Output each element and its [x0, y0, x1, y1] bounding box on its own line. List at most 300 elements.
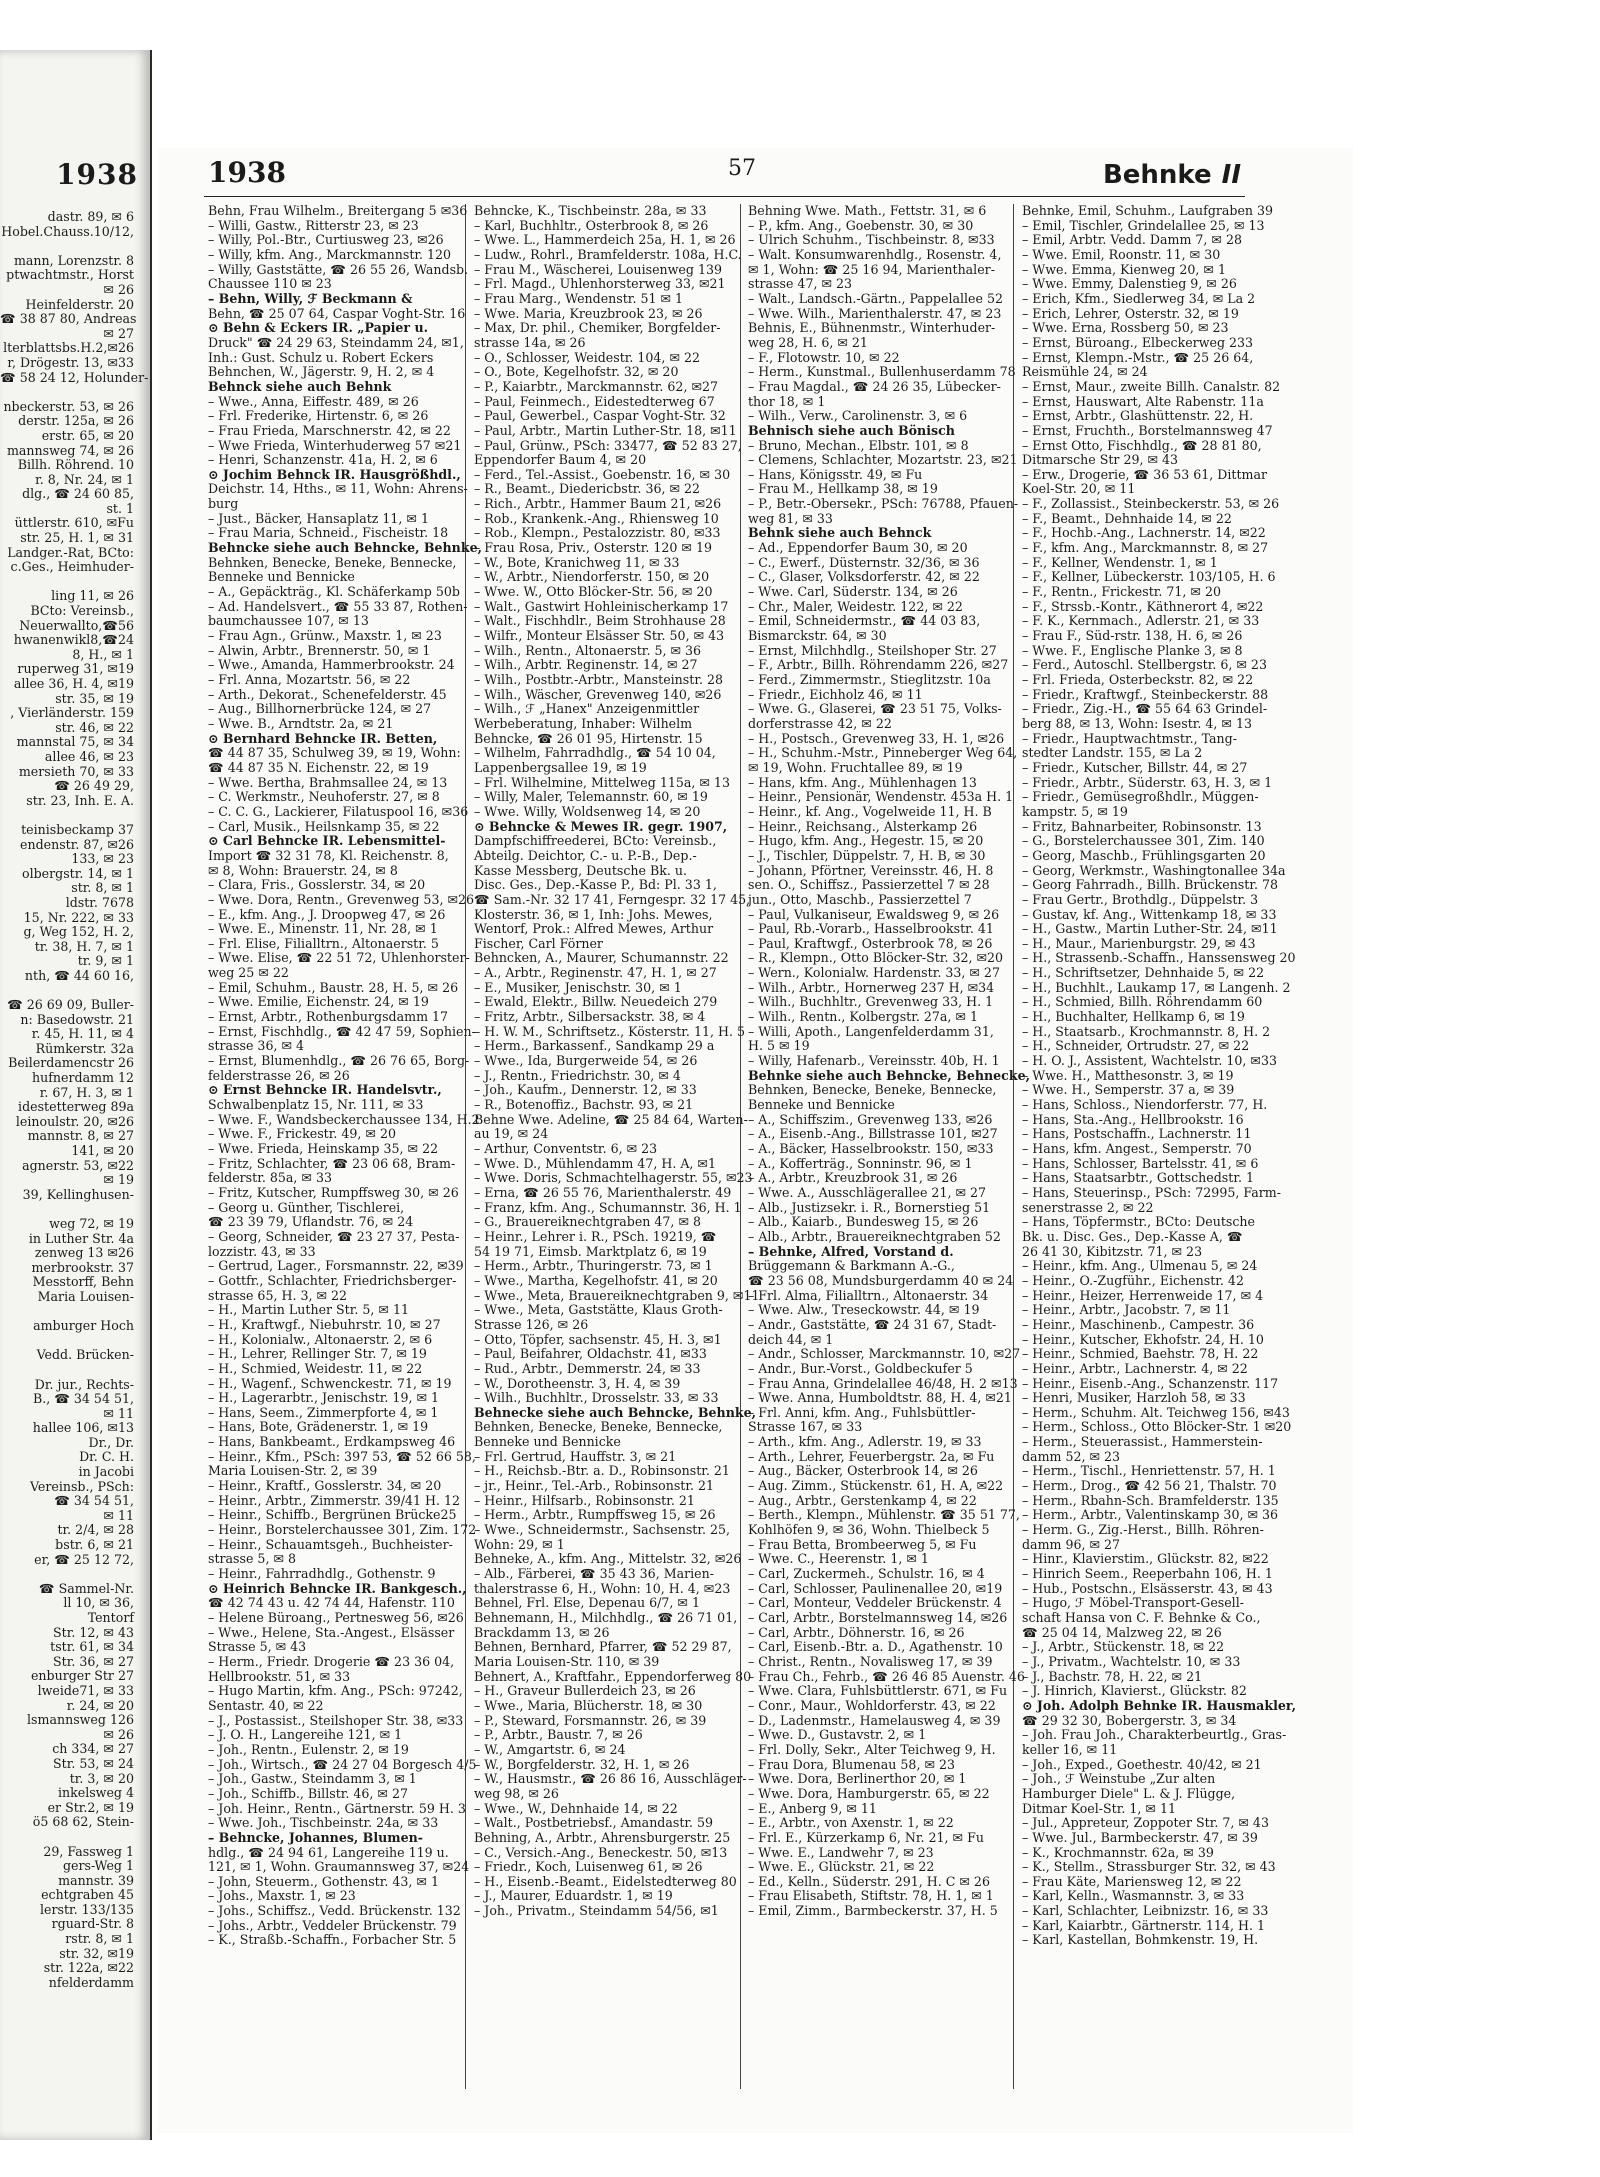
directory-entry: – Willi, Gastw., Ritterstr 23, ✉ 23	[208, 217, 419, 233]
directory-entry: – Heinr., Reichsang., Alsterkamp 26	[748, 818, 978, 834]
left-page-line	[0, 1567, 134, 1582]
directory-entry: – Ludw., Rohrl., Bramfelderstr. 108a, H.C.	[474, 246, 742, 262]
directory-entry: Benneke und Bennicke	[748, 1097, 895, 1113]
directory-entry: – Carl, Arbtr., Borstelmannsweg 14, ✉26	[748, 1610, 1008, 1625]
directory-entry: – C., Ewerf., Düsternstr. 32/36, ✉ 36	[748, 554, 980, 570]
left-page-line: Hobel.Chauss.10/12,	[1, 223, 134, 239]
directory-entry: – Wwe. Carl, Süderstr. 134, ✉ 26	[748, 584, 958, 600]
directory-entry: – Wwe., Meta, Brauereiknechtgraben 9, ✉11	[474, 1287, 760, 1303]
directory-entry: – Wwe. Elise, ☎ 22 51 72, Uhlenhorster-	[208, 950, 470, 966]
adjacent-left-page	[0, 50, 152, 2140]
directory-entry: – Hub., Postschn., Elsässerstr. 43, ✉ 43	[1022, 1580, 1273, 1596]
left-page-line: gers-Weg 1	[62, 1858, 134, 1874]
directory-entry: – Heinr., kfm. Ang., Ulmenau 5, ✉ 24	[1022, 1258, 1258, 1274]
directory-entry: Behnke, Emil, Schuhm., Laufgraben 39	[1022, 203, 1274, 218]
left-page-line: 8, H., ✉ 1	[72, 646, 134, 662]
directory-entry: – Herm., Drog., ☎ 42 56 21, Thalstr. 70	[1022, 1478, 1277, 1494]
left-page-line: Dr. C. H.	[79, 1449, 134, 1465]
left-page-line: erstr. 65, ✉ 20	[41, 427, 134, 443]
left-page-line: ✉ 26	[103, 281, 134, 297]
directory-entry: – P., kfm. Ang., Goebenstr. 30, ✉ 30	[748, 217, 974, 233]
directory-entry: Import ☎ 32 31 78, Kl. Reichenstr. 8,	[208, 847, 449, 863]
directory-entry: – Frau Gertr., Brothdlg., Düppelstr. 3	[1022, 891, 1259, 907]
directory-entry: – Johs., Maxstr. 1, ✉ 23	[208, 1888, 356, 1904]
directory-entry: Koel-Str. 20, ✉ 11	[1022, 481, 1136, 497]
left-page-line: ✉ 27	[103, 325, 134, 341]
directory-entry: – Karl, Kastellan, Bohmkenstr. 19, H.	[1022, 1932, 1259, 1948]
directory-entry: Behnen, Bernhard, Pfarrer, ☎ 52 29 87,	[474, 1639, 732, 1655]
directory-entry: – Hans, Schlosser, Bartelsstr. 41, ✉ 6	[1022, 1155, 1259, 1171]
directory-entry: Dampfschiffreederei, BCto: Vereinsb.,	[474, 833, 717, 849]
directory-entry: – Alb., Arbtr., Brauereiknechtgraben 52	[748, 1228, 1001, 1244]
left-page-line: , Vierländerstr. 159	[10, 705, 134, 721]
directory-entry: – Aug., Arbtr., Gerstenkamp 4, ✉ 22	[748, 1492, 977, 1508]
directory-entry: Behne Wwe. Adeline, ☎ 25 84 64, Warten-	[474, 1111, 748, 1127]
left-page-line: weg 72, ✉ 19	[49, 1215, 134, 1231]
directory-entry: Behnken, Benecke, Beneke, Bennecke,	[748, 1082, 997, 1098]
directory-entry: – Wilh., Verw., Carolinenstr. 3, ✉ 6	[748, 408, 968, 424]
left-page-year: 1938	[56, 158, 138, 191]
directory-entry: – F., Strssb.-Kontr., Käthnerort 4, ✉22	[1022, 598, 1264, 614]
directory-entry: Bk. u. Disc. Ges., Dep.-Kasse A, ☎	[1022, 1228, 1243, 1244]
directory-entry: – Paul, Kraftwgf., Osterbrook 78, ✉ 26	[748, 935, 993, 951]
left-page-line: tr. 9, ✉ 1	[77, 953, 134, 969]
directory-entry: – D., Ladenmstr., Hamelausweg 4, ✉ 39	[748, 1712, 1001, 1728]
left-page-line: str. 25, H. 1, ✉ 31	[20, 530, 134, 546]
left-page-line: allee 36, H. 4, ✉19	[13, 676, 134, 691]
directory-entry: – H., Reichsb.-Btr. a. D., Robinsonstr. 21	[474, 1463, 730, 1479]
directory-entry: – H., Schneider, Ortrudstr. 27, ✉ 22	[1022, 1038, 1250, 1054]
left-page-line: str. 122a, ✉22	[43, 1960, 134, 1976]
left-page-line: Str. 12, ✉ 43	[53, 1624, 134, 1640]
directory-entry: Deichstr. 14, Hths., ✉ 11, Wohn: Ahrens-	[208, 481, 468, 497]
directory-entry: – Rob., Klempn., Pestalozzistr. 80, ✉33	[474, 525, 721, 541]
directory-entry: – Wwe. H., Semperstr. 37 a, ✉ 39	[1022, 1082, 1235, 1098]
directory-entry: – Ernst Otto, Fischhdlg., ☎ 28 81 80,	[1022, 437, 1262, 453]
left-page-line	[0, 983, 134, 998]
left-page-line: derstr. 125a, ✉ 26	[18, 413, 134, 429]
left-page-line: ☎ Sammel-Nr.	[38, 1580, 134, 1596]
left-page-line	[0, 575, 134, 590]
directory-entry: – Hinrich Seem., Reeperbahn 106, H. 1	[1022, 1566, 1273, 1582]
directory-entry: ⊙ Behn & Eckers IR. „Papier u.	[208, 320, 428, 336]
directory-entry: – Carl, Schlosser, Paulinenallee 20, ✉19	[748, 1580, 1003, 1596]
directory-entry: – C., Glaser, Volksdorferstr. 42, ✉ 22	[748, 569, 980, 585]
directory-entry: thor 18, ✉ 1	[748, 393, 826, 409]
directory-entry: – Walt., Gastwirt Hohleinischerkamp 17	[474, 598, 729, 614]
directory-entry: Strasse 167, ✉ 33	[748, 1419, 863, 1435]
directory-entry: – G., Borstelerchaussee 301, Zim. 140	[1022, 833, 1265, 849]
directory-entry: – Frl. Elise, Filialltrn., Altonaerstr. 5	[208, 935, 439, 951]
directory-entry: – Joh. Heinr., Rentn., Gärtnerstr. 59 H. 3	[208, 1800, 466, 1816]
directory-entry: – Wwe. Emil, Roonstr. 11, ✉ 30	[1022, 246, 1221, 262]
directory-entry: – F., Zollassist., Steinbeckerstr. 53, ✉ 26	[1022, 496, 1280, 512]
directory-entry: – F., Kellner, Lübeckerstr. 103/105, H. 6	[1022, 569, 1276, 585]
directory-entry: – Johann, Pförtner, Vereinsstr. 46, H. 8	[748, 862, 994, 878]
left-page-line: nfelderdamm	[48, 1974, 134, 1990]
directory-entry: – H., Graveur Bullerdeich 23, ✉ 26	[474, 1683, 696, 1699]
directory-entry: – Andr., Schlosser, Marckmannstr. 10, ✉27	[748, 1346, 1021, 1362]
directory-entry: – Hans, Seem., Zimmerpforte 4, ✉ 1	[208, 1404, 439, 1420]
directory-entry: Bismarckstr. 64, ✉ 30	[748, 628, 887, 644]
left-page-line: bstr. 6, ✉ 21	[55, 1537, 134, 1553]
directory-entry: ⊙ Heinrich Behncke IR. Bankgesch.,	[208, 1580, 467, 1596]
directory-entry: – H. O. J., Assistent, Wachtelstr. 10, ✉33	[1022, 1053, 1278, 1069]
directory-entry: – Max, Dr. phil., Chemiker, Borgfelder-	[474, 320, 721, 336]
directory-entry: – J. Hinrich, Klavierst., Glückstr. 82	[1022, 1683, 1247, 1699]
directory-column-2	[474, 203, 760, 1919]
directory-entry: – Heinr., Kutscher, Ekhofstr. 24, H. 10	[1022, 1331, 1264, 1347]
directory-entry: – Wwe., W., Dehnhaide 14, ✉ 22	[474, 1800, 678, 1816]
directory-entry: – Wwe., Amanda, Hammerbrookstr. 24	[208, 657, 455, 673]
left-page-line: dlg., ☎ 24 60 85,	[22, 486, 134, 502]
directory-entry: – Frau Dora, Blumenau 58, ✉ 23	[748, 1756, 956, 1772]
directory-entry: – Conr., Maur., Wohldorferstr. 43, ✉ 22	[748, 1697, 996, 1713]
directory-entry: – Carl, Musik., Heilsnkamp 35, ✉ 22	[208, 818, 440, 834]
directory-entry: Kasse Messberg, Deutsche Bk. u.	[474, 862, 687, 878]
left-page-line: ldstr. 7678	[65, 894, 134, 910]
directory-entry: – Frl. Alma, Filialltrn., Altonaerstr. 34	[748, 1287, 989, 1303]
directory-entry: – Helene Büroang., Pertnesweg 56, ✉26	[208, 1610, 464, 1625]
left-page-line: er, ☎ 25 12 72,	[34, 1551, 134, 1567]
directory-entry: – Heinr., Schiffb., Bergrünen Brücke25	[208, 1507, 457, 1523]
directory-entry: kampstr. 5, ✉ 19	[1022, 803, 1128, 819]
directory-entry: – Ulrich Schuhm., Tischbeinstr. 8, ✉33	[748, 232, 995, 248]
directory-entry: Hamburger Diele" L. & J. Flügge,	[1022, 1785, 1236, 1801]
left-page-line: mannsweg 74, ✉ 26	[6, 442, 134, 458]
directory-entry: Behncke, K., Tischbeinstr. 28a, ✉ 33	[474, 203, 707, 218]
left-page-line: hwanenwikl8,☎24	[13, 632, 134, 648]
directory-entry: – Wwe. H., Matthesonstr. 3, ✉ 19	[1022, 1067, 1234, 1083]
directory-entry: – Emil, Schuhm., Baustr. 28, H. 5, ✉ 26	[208, 979, 459, 995]
left-page-line: teinisbeckamp 37	[21, 821, 134, 837]
directory-entry: – Berth., Klempn., Mühlenstr. ☎ 35 51 77,	[748, 1507, 1020, 1523]
directory-entry: – Ferd., Tel.-Assist., Goebenstr. 16, ✉ 30	[474, 466, 731, 482]
directory-entry: – Wwe., Helene, Sta.-Angest., Elsässer	[208, 1624, 455, 1640]
left-page-line: ✉ 11	[103, 1507, 134, 1523]
directory-entry: ☎ Sam.-Nr. 32 17 41, Ferngespr. 32 17 45,	[474, 891, 751, 907]
directory-entry: ⊙ Ernst Behncke IR. Handelsvtr.,	[208, 1082, 442, 1098]
left-page-line: allee 46, ✉ 23	[44, 748, 134, 764]
directory-entry: – F., Beamt., Dehnhaide 14, ✉ 22	[1022, 510, 1232, 526]
left-page-line: endenstr. 87, ✉26	[20, 836, 134, 852]
left-page-line: str. 32, ✉19	[59, 1945, 134, 1961]
left-page-line: Str. 36, ✉ 27	[53, 1653, 134, 1669]
left-page-line: idestetterweg 89a	[18, 1099, 134, 1115]
directory-entry: Behning, A., Arbtr., Ahrensburgerstr. 25	[474, 1829, 731, 1845]
directory-entry: – Aug., Bäcker, Osterbrook 14, ✉ 26	[748, 1463, 978, 1479]
directory-entry: – K., Stellm., Strassburger Str. 32, ✉ 43	[1022, 1859, 1276, 1875]
directory-entry: ⊙ Bernhard Behncke IR. Betten,	[208, 730, 438, 746]
left-page-line: rstr. 8, ✉ 1	[65, 1931, 134, 1947]
directory-entry: – Franz, kfm. Ang., Schumannstr. 36, H. 1	[474, 1199, 742, 1215]
directory-entry: – H., Strassenb.-Schaffn., Hanssensweg 20	[1022, 950, 1296, 966]
directory-entry: – Johs., Arbtr., Veddeler Brückenstr. 79	[208, 1917, 457, 1933]
directory-entry: Behning Wwe. Math., Fettstr. 31, ✉ 6	[748, 203, 987, 218]
directory-entry: – Wwe. A., Ausschlägerallee 21, ✉ 27	[748, 1184, 987, 1200]
directory-entry: – jr., Heinr., Tel.-Arb., Robinsonstr. 21	[474, 1478, 715, 1494]
directory-column-4	[1022, 203, 1296, 1948]
directory-entry: – Georg, Schneider, ☎ 23 27 37, Pesta-	[208, 1228, 460, 1244]
directory-entry: – Behnke, Alfred, Vorstand d.	[748, 1243, 954, 1259]
directory-entry: – Fritz, Kutscher, Rumpffsweg 30, ✉ 26	[208, 1184, 459, 1200]
directory-entry: Brackdamm 13, ✉ 26	[474, 1624, 610, 1640]
directory-entry: strasse 47, ✉ 23	[748, 276, 853, 292]
directory-entry: – Erich, Kfm., Siedlerweg 34, ✉ La 2	[1022, 290, 1256, 306]
left-page-line: st. 1	[106, 500, 134, 516]
directory-entry: – Paul, Vulkaniseur, Ewaldsweg 9, ✉ 26	[748, 906, 1000, 922]
directory-entry: – Hugo Martin, kfm. Ang., PSch: 97242,	[208, 1683, 463, 1699]
directory-entry: – Wilh., Buchhltr., Drosselstr. 33, ✉ 33	[474, 1390, 719, 1406]
directory-entry: – Herm., Steuerassist., Hammerstein-	[1022, 1434, 1263, 1450]
left-page-line: ling 11, ✉ 26	[51, 588, 134, 604]
directory-entry: – A., Arbtr., Kreuzbrook 31, ✉ 26	[748, 1170, 958, 1186]
directory-entry: – Wwe. Erna, Rossberg 50, ✉ 23	[1022, 320, 1229, 336]
left-page-line: mann, Lorenzstr. 8	[13, 252, 134, 268]
directory-entry: – Georg, Werkmstr., Washingtonallee 34a	[1022, 862, 1286, 878]
directory-entry: berg 88, ✉ 13, Wohn: Isestr. 4, ✉ 13	[1022, 715, 1253, 731]
directory-entry: – Wwe. Alw., Treseckowstr. 44, ✉ 19	[748, 1302, 980, 1318]
directory-entry: Maria Louisen-Str. 2, ✉ 39	[208, 1463, 378, 1479]
directory-entry: ☎ 29 32 30, Bobergerstr. 3, ✉ 34	[1022, 1712, 1237, 1728]
directory-entry: – H., Schriftsetzer, Dehnhaide 5, ✉ 22	[1022, 965, 1265, 981]
directory-entry: – Wwe. F., Wandsbeckerchaussee 134, H.2	[208, 1111, 480, 1127]
directory-entry: – G., Brauereiknechtgraben 47, ✉ 8	[474, 1214, 702, 1230]
directory-entry: – C., Versich.-Ang., Beneckestr. 50, ✉13	[474, 1844, 728, 1860]
directory-entry: Reismühle 24, ✉ 24	[1022, 364, 1148, 380]
directory-entry: – C. Werkmstr., Neuhoferstr. 27, ✉ 8	[208, 789, 440, 805]
directory-entry: – Willi, Apoth., Langenfelderdamm 31,	[748, 1023, 994, 1039]
left-page-line: Landger.-Rat, BCto:	[7, 544, 134, 560]
directory-entry: – Hugo, ℱ Möbel-Transport-Gesell-	[1022, 1595, 1244, 1611]
directory-entry: Schwalbenplatz 15, Nr. 111, ✉ 33	[208, 1097, 424, 1113]
directory-entry: – A., Schiffszim., Grevenweg 133, ✉26	[748, 1111, 993, 1127]
directory-entry: – Hans, Steuerinsp., PSch: 72995, Farm-	[1022, 1184, 1281, 1200]
left-page-line: g, Weg 152, H. 2,	[23, 924, 134, 940]
directory-entry: – Wilh., Postbtr.-Arbtr., Mansteinstr. 28	[474, 672, 723, 687]
directory-entry: – John, Steuerm., Gothenstr. 43, ✉ 1	[208, 1873, 439, 1889]
directory-entry: Behnk siehe auch Behnck	[748, 525, 932, 541]
directory-entry: Behnchen, W., Jägerstr. 9, H. 2, ✉ 4	[208, 364, 435, 380]
directory-entry: – Alb., Färberei, ☎ 35 43 36, Marien-	[474, 1566, 714, 1582]
directory-entry: – H., Staatsarb., Krochmannstr. 8, H. 2	[1022, 1023, 1271, 1039]
directory-entry: Abteilg. Deichtor, C.- u. P.-B., Dep.-	[474, 847, 697, 863]
directory-entry: – Heinr., O.-Zugführ., Eichenstr. 42	[1022, 1272, 1244, 1288]
directory-entry: – Henri, Schanzenstr. 41a, H. 2, ✉ 6	[208, 452, 438, 468]
directory-entry: – Joh., Schiffb., Billstr. 46, ✉ 27	[208, 1785, 409, 1801]
directory-entry: – W., Dorotheenstr. 3, H. 4, ✉ 39	[474, 1375, 681, 1391]
left-page-line: tr. 2/4, ✉ 28	[57, 1522, 134, 1538]
directory-entry: – Hans, Staatsarbtr., Gottschedstr. 1	[1022, 1170, 1254, 1186]
left-page-line: mannstr. 39	[58, 1872, 134, 1888]
directory-entry: – Otto, Töpfer, sachsenstr. 45, H. 3, ✉1	[474, 1331, 722, 1347]
directory-entry: – Willy, Hafenarb., Vereinsstr. 40b, H. 1	[748, 1053, 1000, 1069]
directory-entry: Brüggemann & Barkmann A.-G.,	[748, 1258, 955, 1274]
left-page-line: str. 35, ✉ 19	[55, 690, 134, 706]
left-page-line: Messtorff, Behn	[32, 1274, 134, 1290]
directory-entry: Strasse 126, ✉ 26	[474, 1316, 589, 1332]
directory-entry: 121, ✉ 1, Wohn. Graumannsweg 37, ✉24	[208, 1859, 470, 1875]
left-page-line: Vedd. Brücken-	[36, 1347, 134, 1363]
directory-entry: – W., Arbtr., Niendorferstr. 150, ✉ 20	[474, 569, 710, 585]
directory-entry: – P., Kaiarbtr., Marckmannstr. 62, ✉27	[474, 378, 719, 394]
directory-entry: – Gustav, kf. Ang., Wittenkamp 18, ✉ 33	[1022, 906, 1277, 922]
directory-entry: – Friedr., Gemüsegroßhdlr., Müggen-	[1022, 789, 1259, 805]
directory-entry: – Ferd., Zimmermstr., Stieglitzstr. 10a	[748, 672, 991, 687]
directory-entry: ⊙ Jochim Behnck IR. Hausgrößhdl.,	[208, 466, 461, 482]
directory-entry: – Frau Ch., Fehrb., ☎ 26 46 85 Auenstr. 46	[748, 1668, 1025, 1684]
directory-entry: – Herm., Arbtr., Thuringerstr. 73, ✉ 1	[474, 1258, 713, 1274]
directory-entry: – Rob., Krankenk.-Ang., Rhiensweg 10	[474, 510, 719, 526]
running-head-name: Behnke	[1102, 160, 1212, 190]
directory-entry: – Herm., Rbahn-Sch. Bramfelderstr. 135	[1022, 1492, 1279, 1508]
directory-entry: – Ernst, Blumenhdlg., ☎ 26 76 65, Borg-	[208, 1053, 470, 1069]
directory-entry: – Hugo, kfm. Ang., Hegestr. 15, ✉ 20	[748, 833, 984, 849]
directory-entry: – Frl. Magd., Uhlenhorsterweg 33, ✉21	[474, 276, 726, 292]
directory-entry: – Frl. Gertrud, Hauffstr. 3, ✉ 21	[474, 1448, 677, 1464]
directory-entry: – Wwe. F., Englische Planke 3, ✉ 8	[1022, 642, 1243, 658]
left-page-line: Str. 53, ✉ 24	[53, 1755, 134, 1771]
directory-entry: weg 28, H. 6, ✉ 21	[748, 334, 868, 350]
directory-entry: – A., Bäcker, Hasselbrookstr. 150, ✉33	[748, 1141, 994, 1156]
directory-entry: Behnemann, H., Milchhdlg., ☎ 26 71 01,	[474, 1610, 738, 1625]
directory-entry: – Wwe. G., Glaserei, ☎ 23 51 75, Volks-	[748, 701, 1002, 717]
directory-entry: – Fritz, Bahnarbeiter, Robinsonstr. 13	[1022, 818, 1262, 834]
directory-entry: – Frau Betta, Brombeerweg 5, ✉ Fu	[748, 1536, 977, 1552]
directory-entry: – Heinr., Hilfsarb., Robinsonstr. 21	[474, 1492, 695, 1508]
directory-entry: – W., Hausmstr., ☎ 26 86 16, Ausschläger-	[474, 1771, 747, 1787]
directory-entry: – Emil, Schneidermstr., ☎ 44 03 83,	[748, 613, 981, 629]
directory-entry: – A., Gepäckträg., Kl. Schäferkamp 50b	[208, 584, 460, 600]
directory-entry: – J., Tischler, Düppelstr. 7, H. B, ✉ 30	[748, 847, 986, 863]
directory-entry: – Karl, Schlachter, Leibnizstr. 16, ✉ 33	[1022, 1903, 1269, 1919]
directory-entry: – Gottfr., Schlachter, Friedrichsberger-	[208, 1272, 457, 1288]
directory-entry: ☎ 23 56 08, Mundsburgerdamm 40 ✉ 24	[748, 1272, 1014, 1288]
directory-entry: Kohlhöfen 9, ✉ 36, Wohn. Thielbeck 5	[748, 1522, 990, 1538]
directory-entry: – Heinr., Heizer, Herrenweide 17, ✉ 4	[1022, 1287, 1264, 1303]
directory-entry: – Joh. Frau Joh., Charakterbeurtlg., Gras-	[1022, 1727, 1287, 1743]
directory-entry: – Johs., Schiffsz., Vedd. Brückenstr. 132	[208, 1903, 461, 1919]
directory-entry: Eppendorfer Baum 4, ✉ 20	[474, 452, 647, 468]
left-page-line: lterblattsbs.H.2,✉26	[3, 340, 134, 356]
directory-entry: – Wwe. Clara, Fuhlsbüttlerstr. 671, ✉ Fu	[748, 1683, 1008, 1699]
left-page-line: lweide71, ✉ 33	[37, 1682, 134, 1698]
left-page-line: tstr. 61, ✉ 34	[50, 1639, 134, 1655]
directory-entry: – Friedr., Koch, Luisenweg 61, ✉ 26	[474, 1859, 703, 1875]
left-page-line: ☎ 34 54 51,	[54, 1493, 134, 1509]
directory-entry: – F., Arbtr., Billh. Röhrendamm 226, ✉27	[748, 657, 1009, 673]
directory-entry: – Joh., Exped., Goethestr. 40/42, ✉ 21	[1022, 1756, 1262, 1772]
directory-entry: – Willy, Maler, Telemannstr. 60, ✉ 19	[474, 789, 708, 805]
directory-entry: – J., Bachstr. 78, H. 22, ✉ 21	[1022, 1668, 1203, 1684]
directory-entry: – F., kfm. Ang., Marckmannstr. 8, ✉ 27	[1022, 540, 1269, 556]
directory-entry: – Heinr., Borstelerchaussee 301, Zim. 172	[208, 1522, 477, 1538]
directory-entry: – Hans, Bankbeamt., Erdkampsweg 46	[208, 1434, 456, 1450]
directory-entry: – Joh., Gastw., Steindamm 3, ✉ 1	[208, 1771, 417, 1787]
directory-entry: Behnken, Benecke, Beneke, Bennecke,	[474, 1419, 723, 1435]
directory-entry: – Wwe., Ida, Burgerweide 54, ✉ 26	[474, 1053, 698, 1069]
directory-entry: – Hans, kfm. Angest., Semperstr. 70	[1022, 1141, 1252, 1156]
directory-entry: Disc. Ges., Dep.-Kasse P., Bd: Pl. 33 1,	[474, 877, 717, 893]
left-page-line: ch 334, ✉ 27	[52, 1741, 134, 1757]
directory-entry: – Wwe., Anna, Eiffestr. 489, ✉ 26	[208, 393, 419, 409]
left-page-line: 141, ✉ 20	[71, 1143, 134, 1158]
left-page-line: 15, Nr. 222, ✉ 33	[23, 909, 134, 925]
directory-entry: – Wwe., Maria, Blücherstr. 18, ✉ 30	[474, 1697, 703, 1713]
left-page-line: ruperweg 31, ✉19	[17, 661, 134, 677]
directory-entry: – Joh., Wirtsch., ☎ 24 27 04 Borgesch 4/5	[208, 1756, 477, 1772]
directory-entry: – Wwe. E., Minenstr. 11, Nr. 28, ✉ 1	[208, 921, 438, 937]
directory-entry: – Frl. Anna, Mozartstr. 56, ✉ 22	[208, 672, 411, 687]
directory-entry: – Wilh., ℱ „Hanex" Anzeigenmittler	[474, 701, 700, 717]
directory-entry: Sentastr. 40, ✉ 22	[208, 1697, 324, 1713]
directory-entry: – Herm. G., Zig.-Herst., Billh. Röhren-	[1022, 1522, 1264, 1538]
directory-entry: weg 25 ✉ 22	[208, 965, 289, 981]
left-page-line: str. 23, Inh. E. A.	[26, 792, 134, 808]
directory-entry: stedter Landstr. 155, ✉ La 2	[1022, 745, 1203, 761]
directory-entry: – Wwe. Jul., Barmbeckerstr. 47, ✉ 39	[1022, 1829, 1258, 1845]
directory-entry: 26 41 30, Kibitzstr. 71, ✉ 23	[1022, 1243, 1203, 1259]
directory-entry: – P., Arbtr., Baustr. 7, ✉ 26	[474, 1727, 643, 1743]
left-page-line: Billh. Röhrend. 10	[17, 457, 134, 473]
directory-entry: – Karl, Kaiarbtr., Gärtnerstr. 114, H. 1	[1022, 1917, 1265, 1933]
directory-entry: – Clemens, Schlachter, Mozartstr. 23, ✉21	[748, 452, 1018, 468]
directory-entry: – H. W. M., Schriftsetz., Kösterstr. 11, H. 5	[474, 1023, 745, 1039]
directory-entry: – Arth., Lehrer, Feuerbergstr. 2a, ✉ Fu	[748, 1448, 995, 1464]
directory-entry: – Heinr., kf. Ang., Vogelweide 11, H. B	[748, 803, 992, 819]
directory-entry: – Friedr., Kutscher, Billstr. 44, ✉ 27	[1022, 759, 1248, 775]
directory-entry: – Hans, Töpfermstr., BCto: Deutsche	[1022, 1214, 1255, 1230]
directory-entry: 54 19 71, Eimsb. Marktplatz 6, ✉ 19	[474, 1243, 707, 1259]
directory-entry: – H., Kraftwgf., Niebuhrstr. 10, ✉ 27	[208, 1316, 441, 1332]
left-page-line: er Str.2, ✉ 19	[47, 1799, 134, 1815]
directory-entry: – Hinr., Klavierstim., Glückstr. 82, ✉22	[1022, 1551, 1269, 1567]
directory-entry: – Wwe. Joh., Tischbeinstr. 24a, ✉ 33	[208, 1815, 439, 1831]
directory-entry: Chaussee 110 ✉ 23	[208, 276, 332, 292]
left-page-line: n: Basedowstr. 21	[20, 1011, 134, 1027]
directory-entry: hdlg., ☎ 24 94 61, Langereihe 119 u.	[208, 1844, 449, 1860]
directory-entry: – Paul, Gewerbel., Caspar Voght-Str. 32	[474, 408, 726, 424]
directory-entry: Behn, Frau Wilhelm., Breitergang 5 ✉36	[208, 203, 468, 218]
directory-entry: – J. O. H., Langereihe 121, ✉ 1	[208, 1727, 403, 1743]
directory-entry: – F., Rentn., Frickestr. 71, ✉ 20	[1022, 584, 1222, 600]
directory-entry: lozzistr. 43, ✉ 33	[208, 1243, 316, 1259]
directory-entry: – Ernst, Fruchth., Borstelmannsweg 47	[1022, 422, 1273, 438]
directory-entry: – Wwe. Emma, Kienweg 20, ✉ 1	[1022, 261, 1226, 277]
directory-entry: – Herm., Friedr. Drogerie ☎ 23 36 04,	[208, 1653, 455, 1669]
directory-entry: Wentorf, Prok.: Alfred Mewes, Arthur	[474, 921, 714, 937]
directory-entry: – Carl, Eisenb.-Btr. a. D., Agathenstr. 10	[748, 1639, 1003, 1655]
left-page-line	[0, 1334, 134, 1349]
directory-entry: – E., Musiker, Jenischstr. 30, ✉ 1	[474, 979, 682, 995]
directory-entry: – Andr., Bur.-Vorst., Goldbeckufer 5	[748, 1360, 973, 1376]
directory-entry: ⊙ Behncke & Mewes IR. gegr. 1907,	[474, 818, 728, 834]
directory-entry: Werbeberatung, Inhaber: Wilhelm	[474, 715, 693, 731]
directory-entry: – Ernst, Büroang., Elbeckerweg 233	[1022, 334, 1254, 350]
directory-entry: – Herm., Kunstmal., Bullenhuserdamm 78	[748, 364, 1016, 380]
directory-entry: – W., Amgartstr. 6, ✉ 24	[474, 1741, 626, 1757]
directory-entry: – Bruno, Mechan., Elbstr. 101, ✉ 8	[748, 437, 969, 453]
directory-entry: – P., Steward, Forsmannstr. 26, ✉ 39	[474, 1712, 707, 1728]
left-page-line: ☎ 26 69 09, Buller-	[7, 997, 134, 1013]
left-page-line: c.Ges., Heimhuder-	[10, 559, 134, 575]
left-page-line: lsmannsweg 126	[27, 1712, 134, 1728]
directory-entry: Klosterstr. 36, ✉ 1, Inh: Johs. Mewes,	[474, 906, 713, 922]
directory-entry: – H., Kolonialw., Altonaerstr. 2, ✉ 6	[208, 1331, 433, 1347]
page-year: 1938	[208, 156, 286, 189]
directory-entry: – Herm., Tischl., Henriettenstr. 57, H. 1	[1022, 1463, 1276, 1479]
directory-entry: – Herm., Schloss., Otto Blöcker-Str. 1 ✉20	[1022, 1419, 1292, 1435]
